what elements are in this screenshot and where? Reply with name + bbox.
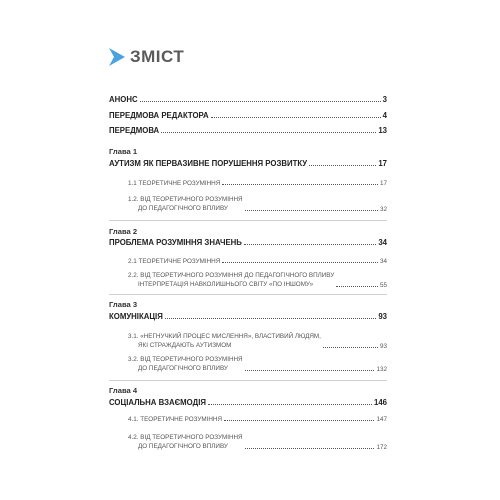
chapter-title-entry[interactable]: [109, 159, 387, 168]
section-label-line1: 2.2. ВІД ТЕОРЕТИЧНОГО РОЗУМІННЯ ДО ПЕДАГОГІЧНОГО ВПЛИВУ: [128, 272, 335, 279]
dot-leader: [140, 100, 381, 102]
toc-header: [109, 45, 184, 69]
dot-leader: [245, 447, 375, 449]
dot-leader: [161, 131, 376, 133]
dot-leader: [309, 164, 376, 166]
chapter-page: 34: [378, 238, 387, 247]
entry-page: 4: [382, 111, 387, 120]
entry-label: ПЕРЕДМОВА РЕДАКТОРА: [109, 111, 209, 120]
section-page: 55: [379, 282, 387, 289]
toc-entry[interactable]: [109, 126, 387, 135]
chapter-page: 93: [378, 312, 387, 321]
section-label: 1.1 ТЕОРЕТИЧНЕ РОЗУМІННЯ: [128, 180, 221, 187]
section-label: [128, 433, 243, 451]
section-label: [128, 271, 334, 289]
section-entry[interactable]: [128, 332, 387, 350]
section-label-line1: 3.1. «НЕГНУЧКИЙ ПРОЦЕС МИСЛЕННЯ», ВЛАСТИВИЙ ЛЮДЯМ,: [128, 333, 321, 340]
section-label-line1: 1.2. ВІД ТЕОРЕТИЧНОГО РОЗУМІННЯ: [128, 196, 243, 203]
section-label-line2: ДО ПЕДАГОГІЧНОГО ВПЛИВУ: [138, 443, 228, 450]
dot-leader: [245, 209, 378, 211]
section-entry[interactable]: [128, 258, 387, 265]
section-page: 132: [376, 366, 387, 373]
divider: [109, 220, 387, 221]
dot-leader: [336, 285, 378, 287]
chapter-title-entry[interactable]: [109, 312, 387, 321]
dot-leader: [323, 346, 378, 348]
chapter-title-entry[interactable]: [109, 238, 387, 247]
chapter-title: КОМУНІКАЦІЯ: [109, 312, 163, 321]
dot-leader: [222, 261, 378, 263]
section-label: 4.1. ТЕОРЕТИЧНЕ РОЗУМІННЯ: [128, 416, 222, 423]
chapter-label: Глава 3: [109, 300, 138, 309]
chapter-title: ПРОБЛЕМА РОЗУМІННЯ ЗНАЧЕНЬ: [109, 238, 242, 247]
divider: [109, 380, 387, 381]
chapter-title: АУТИЗМ ЯК ПЕРВАЗИВНЕ ПОРУШЕННЯ РОЗВИТКУ: [109, 159, 308, 168]
dot-leader: [244, 243, 376, 245]
section-label-line2: ДО ПЕДАГОГІЧНОГО ВПЛИВУ: [138, 365, 228, 372]
section-label-line2: ІНТЕРПРЕТАЦІЯ НАВКОЛИШНЬОГО СВІТУ «ПО ІНШОМУ»: [138, 281, 314, 288]
section-entry[interactable]: [128, 433, 387, 451]
dot-leader: [222, 183, 378, 185]
section-entry[interactable]: [128, 195, 387, 213]
section-page: 147: [376, 416, 387, 423]
section-label-line2: ДО ПЕДАГОГІЧНОГО ВПЛИВУ: [138, 205, 228, 212]
entry-page: 3: [382, 95, 387, 104]
section-label: [128, 355, 243, 373]
section-label-line1: 3.2. ВІД ТЕОРЕТИЧНОГО РОЗУМІННЯ: [128, 356, 243, 363]
section-label: [128, 195, 243, 213]
chapter-page: 146: [373, 398, 387, 407]
section-entry[interactable]: [128, 416, 387, 423]
chapter-title-entry[interactable]: [109, 398, 387, 407]
dot-leader: [208, 403, 372, 405]
section-page: 172: [376, 444, 387, 451]
chapter-title: СОЦІАЛЬНА ВЗАЄМОДІЯ: [109, 398, 206, 407]
entry-label: ПЕРЕДМОВА: [109, 126, 160, 135]
section-label: 2.1 ТЕОРЕТИЧНЕ РОЗУМІННЯ: [128, 258, 221, 265]
page-title: ЗМІСТ: [130, 47, 185, 66]
chapter-label: Глава 4: [109, 386, 138, 395]
toc-entry[interactable]: [109, 95, 387, 104]
entry-label: АНОНС: [109, 95, 138, 104]
table-of-contents: [109, 0, 389, 500]
section-page: 32: [379, 206, 387, 213]
section-page: 93: [379, 343, 387, 350]
chapter-page: 17: [378, 159, 387, 168]
section-entry[interactable]: [128, 271, 387, 289]
section-entry[interactable]: [128, 355, 387, 373]
chapter-label: Глава 1: [109, 147, 138, 156]
dot-leader: [211, 116, 381, 118]
section-entry[interactable]: [128, 180, 387, 187]
divider: [109, 294, 387, 295]
section-page: 34: [379, 258, 387, 265]
section-label-line2: ЯКІ СТРАЖДАЮТЬ АУТИЗМОМ: [138, 342, 232, 349]
toc-entry[interactable]: [109, 111, 387, 120]
entry-page: 13: [378, 126, 387, 135]
section-label: [128, 332, 321, 350]
dot-leader: [165, 317, 376, 319]
section-page: 17: [379, 180, 387, 187]
dot-leader: [224, 419, 374, 421]
chapter-label: Глава 2: [109, 227, 138, 236]
dot-leader: [245, 369, 375, 371]
arrow-right-icon: [109, 48, 125, 66]
section-label-line1: 4.2. ВІД ТЕОРЕТИЧНОГО РОЗУМІННЯ: [128, 434, 243, 441]
